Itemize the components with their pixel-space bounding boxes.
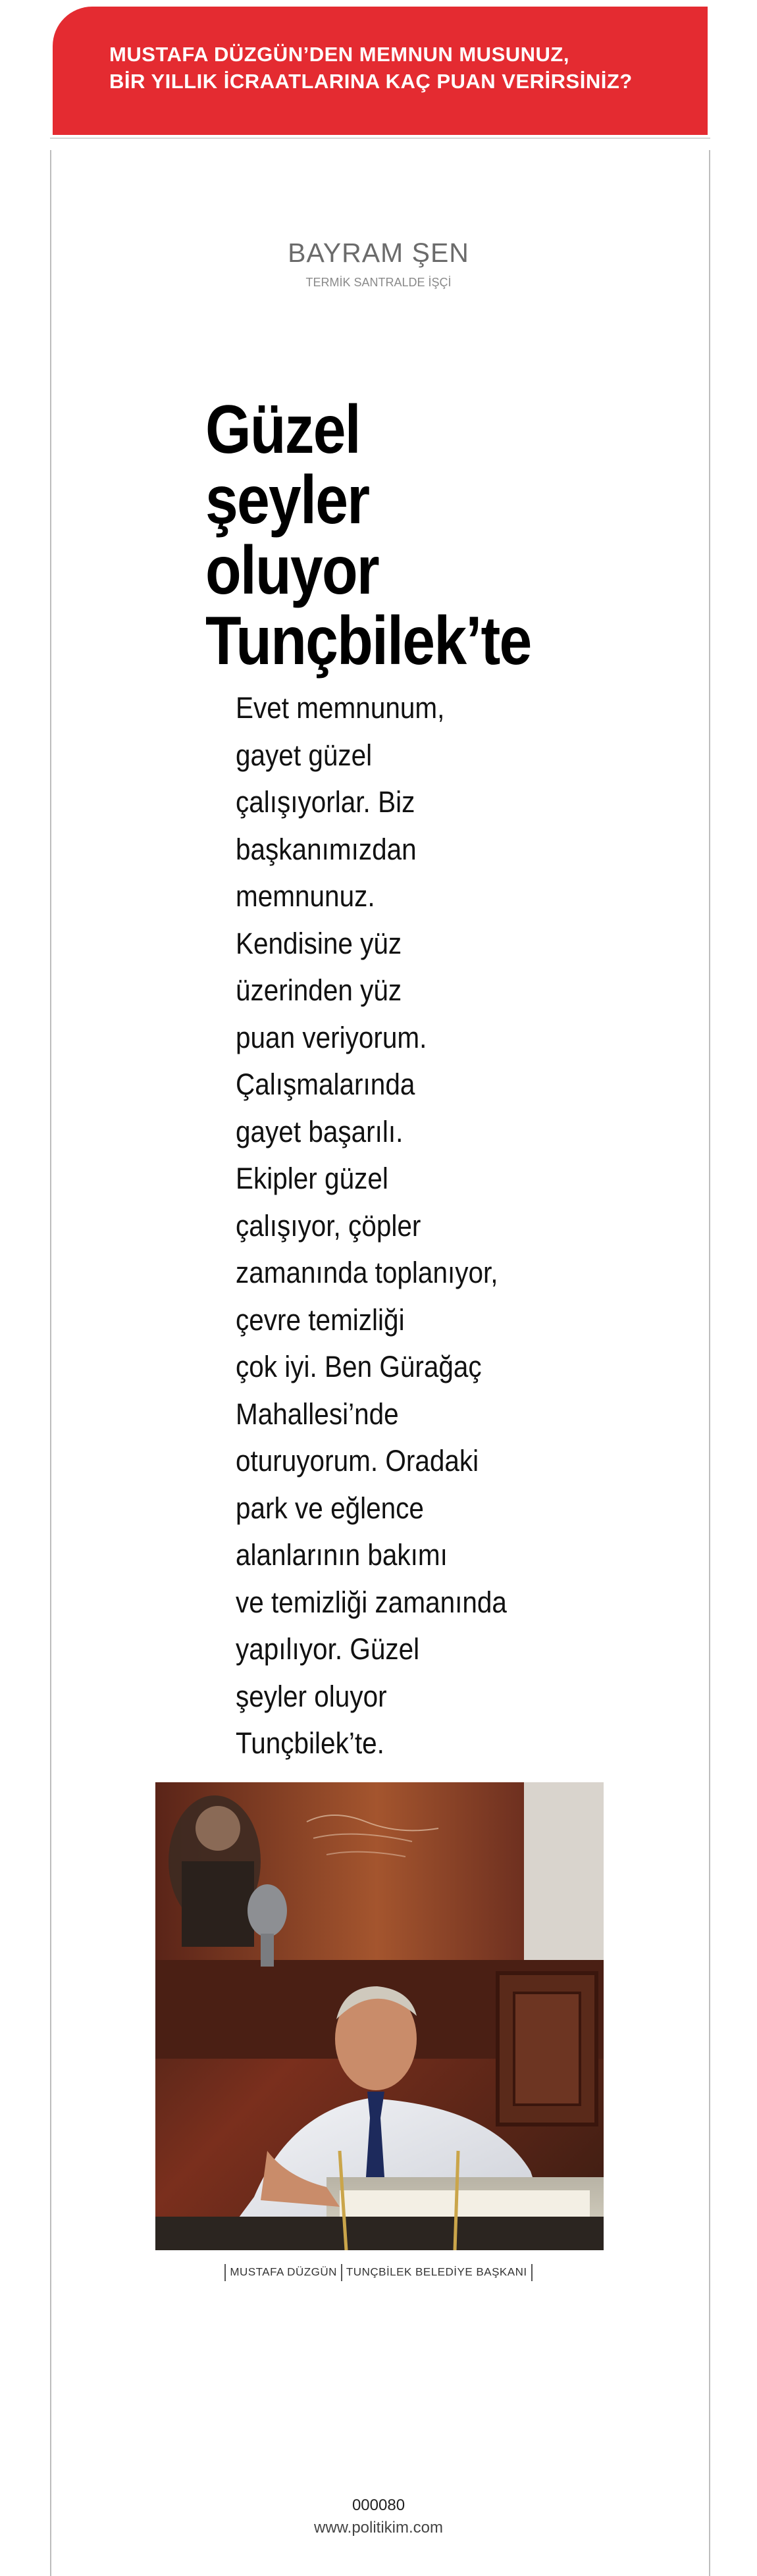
body-line: ve temizliği zamanında (236, 1585, 507, 1619)
body-line: çalışıyorlar. Biz (236, 785, 415, 819)
body-line: puan veriyorum. (236, 1020, 427, 1054)
banner-line-2: BİR YILLIK İCRAATLARINA KAÇ PUAN VERİRSİNİZ? (109, 70, 633, 93)
author-name: BAYRAM ŞEN (288, 238, 469, 268)
site-url: www.politikim.com (313, 2519, 444, 2537)
body-line: park ve eğlence (236, 1491, 424, 1525)
mayor-photo-illustration (155, 1782, 604, 2250)
body-line: Kendisine yüz (236, 926, 402, 960)
body-line: Ekipler güzel (236, 1162, 388, 1195)
article-body (236, 684, 544, 1767)
body-line: memnunuz. (236, 879, 375, 913)
question-banner (53, 7, 708, 135)
caption-role: TUNÇBİLEK BELEDİYE BAŞKANI (346, 2265, 527, 2279)
body-line: Tunçbilek’te. (236, 1726, 384, 1760)
headline-line: şeyler (205, 462, 369, 538)
author-title: TERMİK SANTRALDE İŞÇİ (305, 276, 452, 289)
caption-divider (531, 2264, 533, 2281)
body-line: Evet memnunum, (236, 691, 445, 725)
headline-line: Güzel (205, 392, 360, 468)
headline (205, 392, 636, 679)
body-line: gayet güzel (236, 738, 373, 772)
frame-right-rule (709, 150, 710, 2576)
body-line: çok iyi. Ben Gürağaç (236, 1350, 482, 1383)
banner-line-1: MUSTAFA DÜZGÜN’DEN MEMNUN MUSUNUZ, (109, 43, 569, 66)
mayor-photo (155, 1782, 604, 2250)
frame-top-rule (50, 138, 710, 139)
body-line: oturuyorum. Oradaki (236, 1444, 479, 1478)
body-line: alanlarının bakımı (236, 1538, 448, 1572)
photo-caption (0, 2264, 757, 2281)
caption-divider (341, 2264, 342, 2281)
body-line: zamanında toplanıyor, (236, 1256, 498, 1289)
body-line: çalışıyor, çöpler (236, 1208, 421, 1243)
page-number: 000080 (352, 2496, 405, 2514)
body-line: Mahallesi’nde (236, 1397, 399, 1431)
caption-divider (224, 2264, 226, 2281)
headline-line: oluyor (205, 532, 378, 609)
body-line: başkanımızdan (236, 832, 417, 866)
body-line: yapılıyor. Güzel (236, 1632, 420, 1666)
body-line: şeyler oluyor (236, 1679, 387, 1713)
body-line: gayet başarılı. (236, 1114, 404, 1148)
body-line: Çalışmalarında (236, 1068, 415, 1101)
caption-name: MUSTAFA DÜZGÜN (230, 2265, 337, 2279)
frame-left-rule (50, 150, 51, 2576)
body-line: üzerinden yüz (236, 973, 402, 1007)
headline-line: Tunçbilek’te (205, 603, 531, 679)
body-line: çevre temizliği (236, 1302, 405, 1337)
